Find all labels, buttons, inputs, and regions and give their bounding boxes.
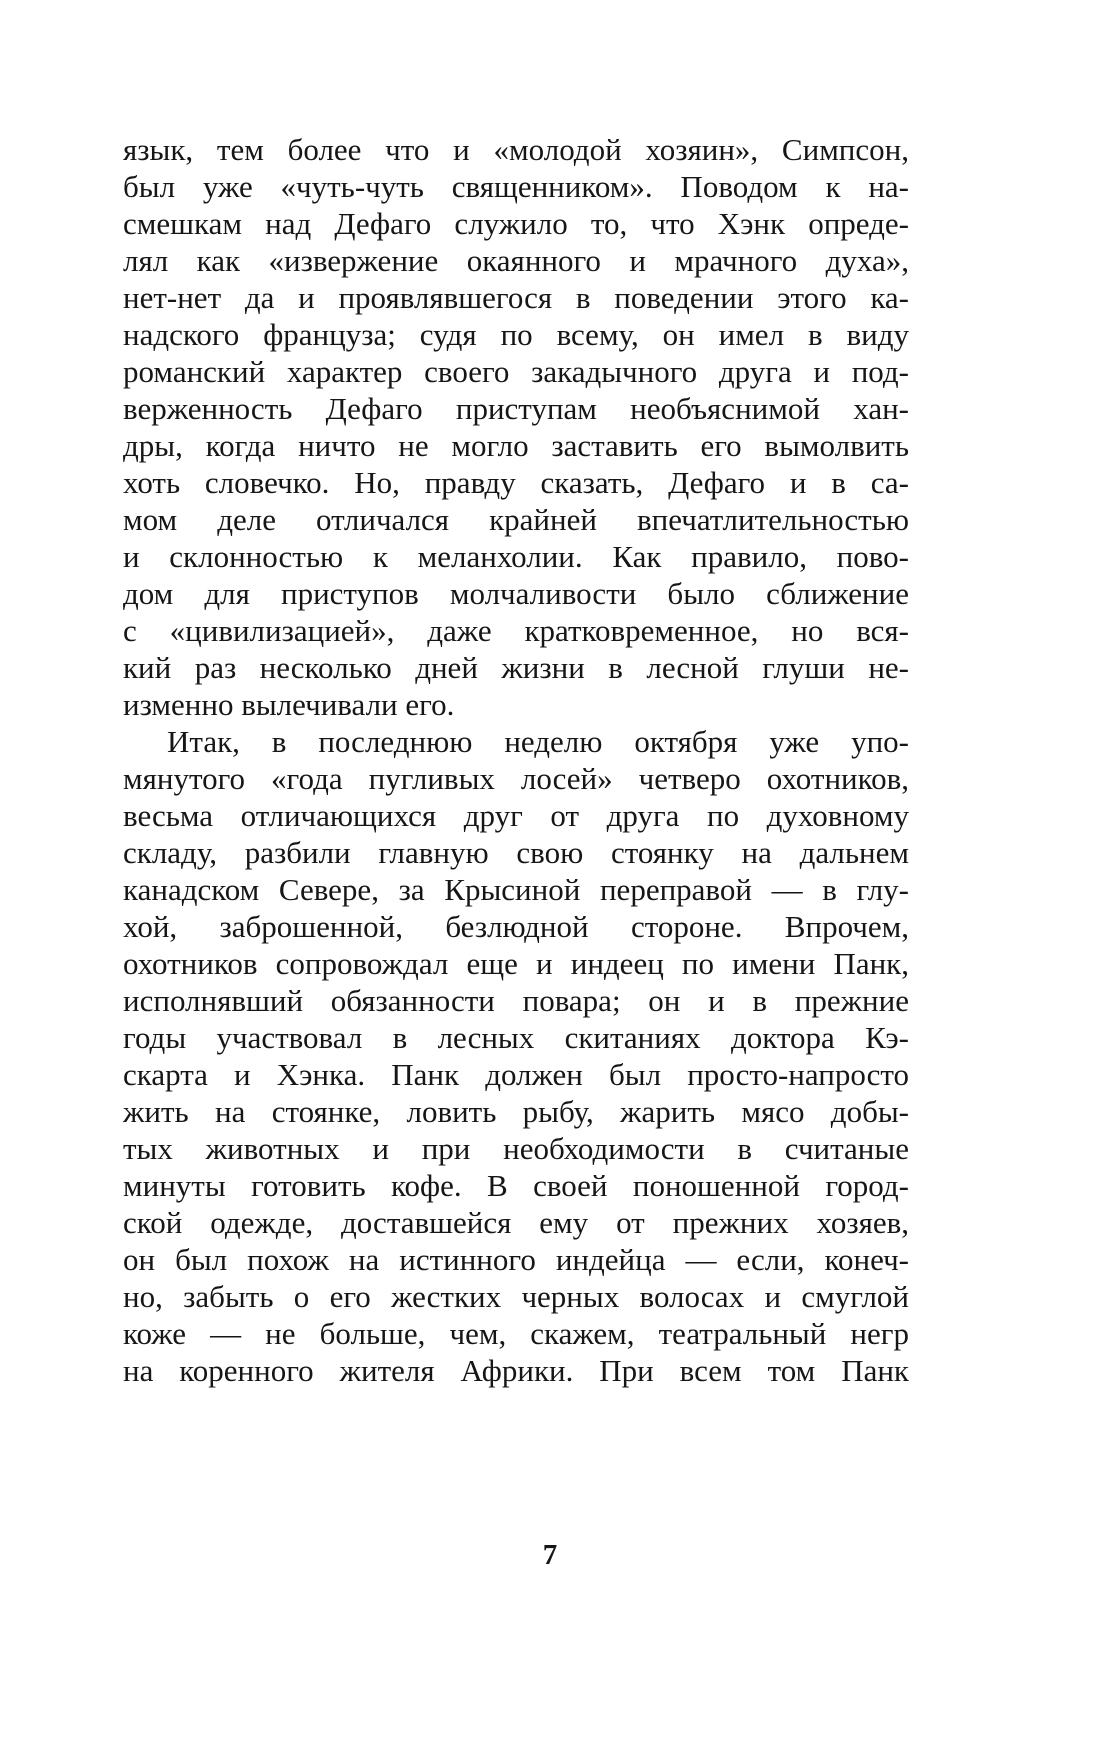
text-line: тых животных и при необходимости в считаные bbox=[123, 1131, 909, 1166]
text-line: весьма отличающихся друг от друга по духовному bbox=[123, 798, 909, 833]
text-line: смешкам над Дефаго служило то, что Хэнк опреде- bbox=[123, 206, 909, 241]
text-line: но, забыть о его жестких черных волосах и смуглой bbox=[123, 1279, 909, 1314]
text-line: скарта и Хэнка. Панк должен был просто-напросто bbox=[123, 1057, 909, 1092]
text-line: хоть словечко. Но, правду сказать, Дефаго и в са- bbox=[123, 465, 909, 500]
text-line: на коренного жителя Африки. При всем том Панк bbox=[123, 1353, 909, 1388]
text-line: коже — не больше, чем, скажем, театральный негр bbox=[123, 1316, 909, 1351]
text-line: дры, когда ничто не могло заставить его вымолвить bbox=[123, 428, 909, 463]
text-line: канадском Севере, за Крысиной переправой — в глу- bbox=[123, 872, 909, 907]
text-line: дом для приступов молчаливости было сближение bbox=[123, 576, 909, 611]
text-line: нет-нет да и проявлявшегося в поведении этого ка- bbox=[123, 280, 909, 315]
paragraph-end-line: изменно вылечивали его. bbox=[123, 687, 455, 722]
body-text bbox=[123, 131, 909, 1389]
text-line: романский характер своего закадычного друга и под- bbox=[123, 354, 909, 389]
text-line: был уже «чуть-чуть священником». Поводом к на- bbox=[123, 169, 909, 204]
text-line: язык, тем более что и «молодой хозяин», Симпсон, bbox=[123, 132, 909, 167]
text-line: жить на стоянке, ловить рыбу, жарить мясо добы- bbox=[123, 1094, 909, 1129]
text-line: мянутого «года пугливых лосей» четверо охотников, bbox=[123, 761, 909, 796]
text-line: ской одежде, доставшейся ему от прежних хозяев, bbox=[123, 1205, 909, 1240]
text-line: исполнявший обязанности повара; он и в прежние bbox=[123, 983, 909, 1018]
text-line: минуты готовить кофе. В своей поношенной город- bbox=[123, 1168, 909, 1203]
paragraph-start-line: Итак, в последнюю неделю октября уже упо- bbox=[167, 724, 909, 759]
text-line: мом деле отличался крайней впечатлительностью bbox=[123, 502, 909, 537]
text-line: он был похож на истинного индейца — если, конеч- bbox=[123, 1242, 909, 1277]
text-line: хой, заброшенной, безлюдной стороне. Впрочем, bbox=[123, 909, 909, 944]
text-line: лял как «извержение окаянного и мрачного духа», bbox=[123, 243, 909, 278]
text-line: с «цивилизацией», даже кратковременное, но вся- bbox=[123, 613, 909, 648]
text-line: складу, разбили главную свою стоянку на дальнем bbox=[123, 835, 909, 870]
text-line: годы участвовал в лесных скитаниях доктора Кэ- bbox=[123, 1020, 909, 1055]
text-line: верженность Дефаго приступам необъяснимой хан- bbox=[123, 391, 909, 426]
text-line: кий раз несколько дней жизни в лесной глуши не- bbox=[123, 650, 909, 685]
page-number: 7 bbox=[542, 1539, 558, 1571]
text-line: надского француза; судя по всему, он имел в виду bbox=[123, 317, 909, 352]
text-line: охотников сопровождал еще и индеец по имени Панк, bbox=[123, 946, 909, 981]
text-line: и склонностью к меланхолии. Как правило, пово- bbox=[123, 539, 909, 574]
